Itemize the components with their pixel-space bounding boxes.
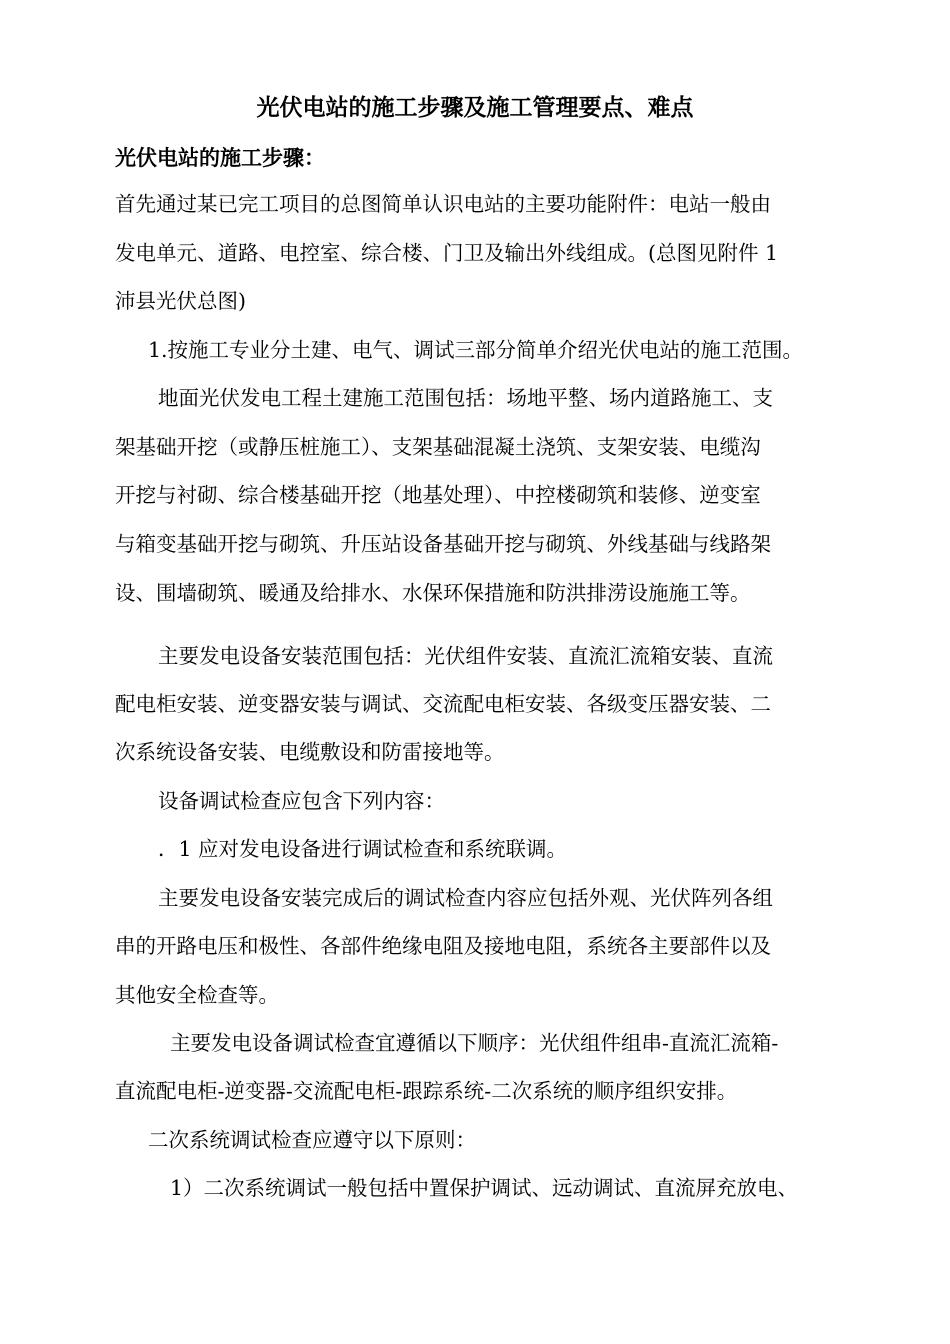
body-line: 二次系统调试检查应遵守以下原则： — [148, 1128, 476, 1152]
body-line: 架基础开挖（或静压桩施工）、支架基础混凝土浇筑、支架安装、电缆沟 — [115, 435, 761, 459]
body-line: 主要发电设备安装完成后的调试检查内容应包括外观、光伏阵列各组 — [158, 886, 773, 910]
body-line: 设、围墙砌筑、暖通及给排水、水保环保措施和防洪排涝设施施工等。 — [115, 581, 751, 605]
body-line: 配电柜安装、逆变器安装与调试、交流配电柜安装、各级变压器安装、二 — [115, 692, 771, 716]
body-line: 与箱变基础开挖与砌筑、升压站设备基础开挖与砌筑、外线基础与线路架 — [115, 532, 771, 556]
body-line: 沛县光伏总图) — [115, 289, 246, 313]
body-line: 主要发电设备安装范围包括：光伏组件安装、直流汇流箱安装、直流 — [158, 644, 773, 668]
list-item-line: ．1 应对发电设备进行调试检查和系统联调。 — [158, 837, 568, 861]
body-line: 直流配电柜-逆变器-交流配电柜-跟踪系统-二次系统的顺序组织安排。 — [115, 1079, 738, 1103]
body-line: 地面光伏发电工程土建施工范围包括：场地平整、场内道路施工、支 — [158, 386, 773, 410]
document-title: 光伏电站的施工步骤及施工管理要点、难点 — [256, 94, 694, 121]
body-line: 首先通过某已完工项目的总图简单认识电站的主要功能附件：电站一般由 — [115, 192, 771, 216]
body-line: 发电单元、道路、电控室、综合楼、门卫及输出外线组成。(总图见附件 1 — [115, 241, 779, 265]
body-line: 开挖与衬砌、综合楼基础开挖（地基处理）、中控楼砌筑和装修、逆变室 — [115, 483, 761, 507]
body-line: 其他安全检查等。 — [115, 983, 279, 1007]
section-heading: 光伏电站的施工步骤： — [115, 145, 325, 170]
list-item-line: 1.按施工专业分土建、电气、调试三部分简单介绍光伏电站的施工范围。 — [148, 338, 804, 362]
body-line: 次系统设备安装、电缆敷设和防雷接地等。 — [115, 740, 505, 764]
list-item-line: 1）二次系统调试一般包括中置保护调试、远动调试、直流屏充放电、 — [170, 1176, 799, 1200]
body-line: 主要发电设备调试检查宜遵循以下顺序：光伏组件组串-直流汇流箱- — [170, 1031, 779, 1055]
body-line: 设备调试检查应包含下列内容： — [158, 789, 445, 813]
body-line: 串的开路电压和极性、各部件绝缘电阻及接地电阻，系统各主要部件以及 — [115, 934, 771, 958]
